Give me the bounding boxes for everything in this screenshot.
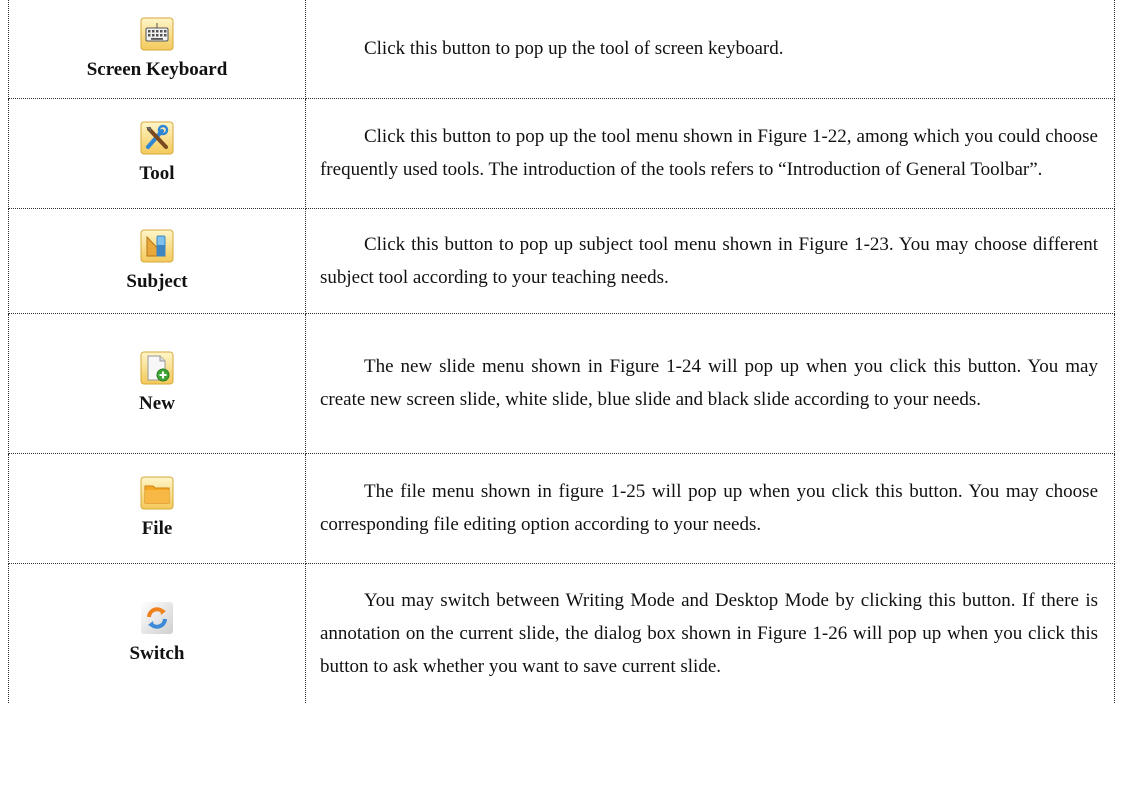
icon-cell <box>9 98 306 208</box>
table-row <box>9 453 1115 563</box>
new-document-icon[interactable] <box>140 351 174 385</box>
table-row <box>9 313 1115 453</box>
toolbar-description-table <box>8 0 1115 703</box>
description-text: Click this button to pop up the tool of screen keyboard. <box>363 38 784 60</box>
button-label: File <box>141 518 173 539</box>
folder-icon[interactable] <box>140 476 174 510</box>
description-text: The file menu shown in figure 1-25 will pop up when you click this button. You may choose corresponding file editing option according to your needs. <box>319 481 1098 535</box>
description-cell <box>305 0 1114 98</box>
table-row <box>9 563 1115 703</box>
icon-cell <box>9 313 306 453</box>
description-cell <box>305 313 1114 453</box>
description-cell <box>305 98 1114 208</box>
description-text: Click this button to pop up subject tool menu shown in Figure 1-23. You may choose different subject tool according to your teaching needs. <box>319 233 1098 288</box>
button-label: Switch <box>129 643 185 665</box>
icon-cell <box>9 208 306 313</box>
icon-cell <box>9 453 306 563</box>
button-label: Subject <box>126 270 188 292</box>
description-text: You may switch between Writing Mode and Desktop Mode by clicking this button. If there is annotation on the current slide, the dialog box shown in Figure 1-26 will pop up when you click this button to ask whether you want to save current slide. <box>319 589 1098 677</box>
description-cell <box>305 453 1114 563</box>
table-row <box>9 98 1115 208</box>
icon-cell <box>9 0 306 98</box>
tools-icon[interactable] <box>140 121 174 155</box>
table-row <box>9 0 1115 98</box>
description-text: Click this button to pop up the tool menu shown in Figure 1-22, among which you could choose frequently used tools. The introduction of the tools refers to “Introduction of General Toolbar”. <box>319 126 1098 180</box>
keyboard-icon[interactable] <box>140 17 174 51</box>
ruler-beaker-icon[interactable] <box>140 229 174 263</box>
icon-cell <box>9 563 306 703</box>
description-cell <box>305 563 1114 703</box>
table-row <box>9 208 1115 313</box>
button-label: Screen Keyboard <box>86 58 228 80</box>
switch-icon[interactable] <box>140 601 174 635</box>
description-text: The new slide menu shown in Figure 1-24 will pop up when you click this button. You may create new screen slide, white slide, blue slide and black slide according to your needs. <box>319 356 1098 410</box>
button-label: Tool <box>139 163 175 184</box>
button-label: New <box>139 393 175 414</box>
description-cell <box>305 208 1114 313</box>
